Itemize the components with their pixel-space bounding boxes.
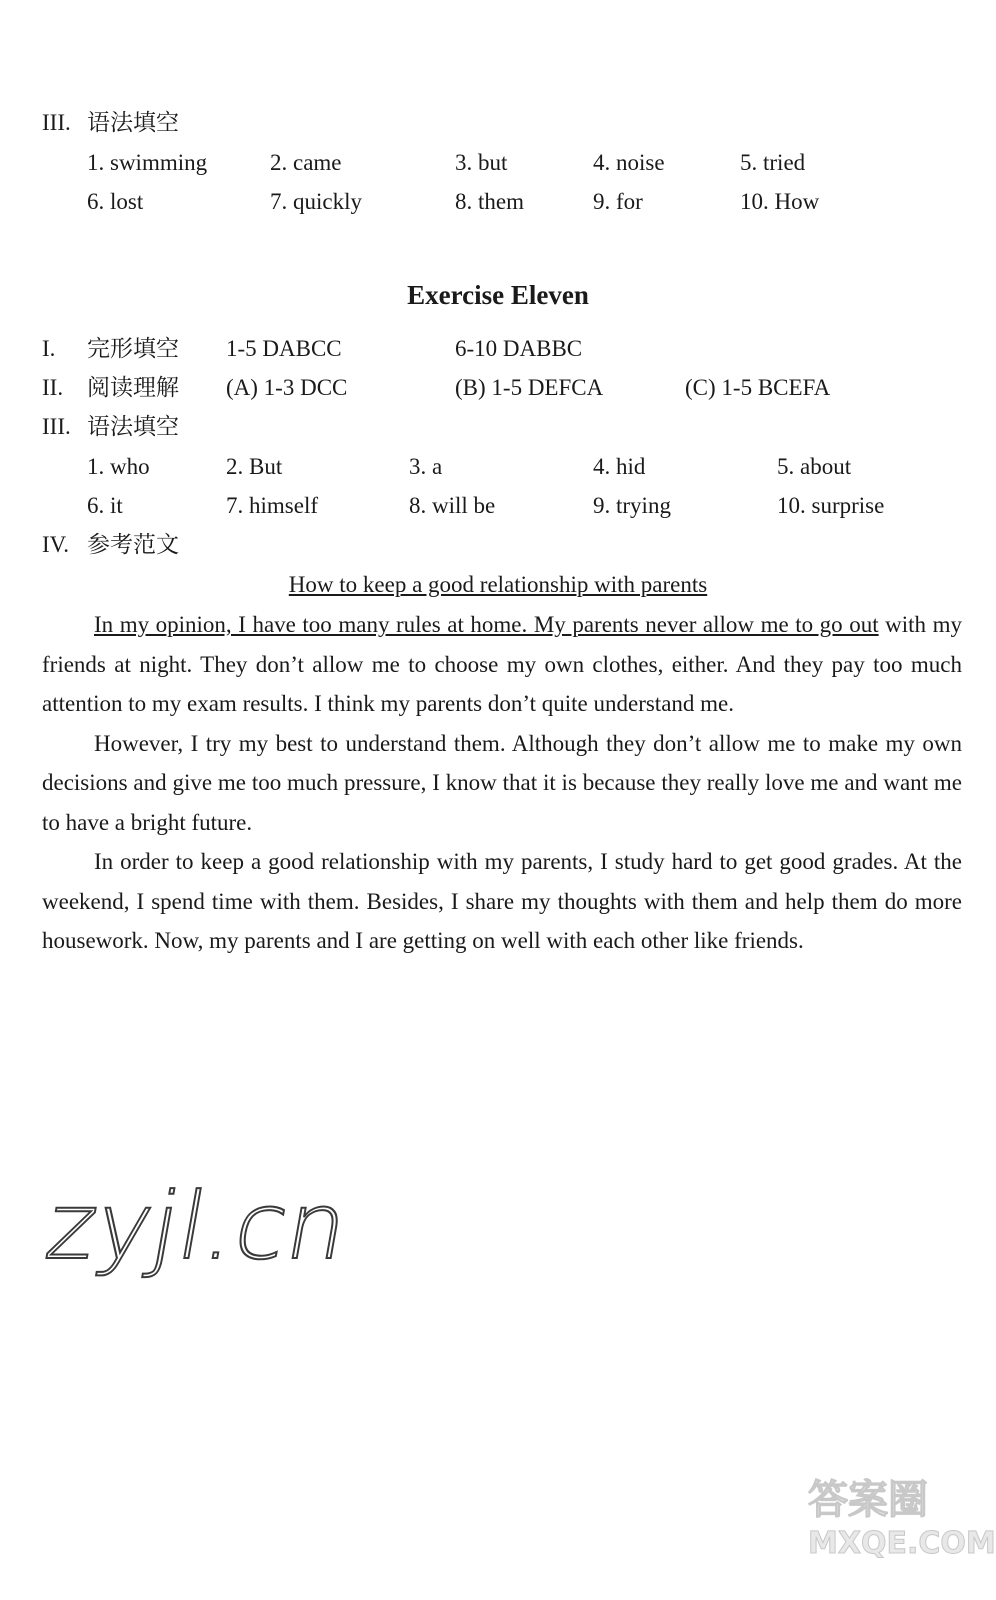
answer-item: 3. a — [409, 454, 443, 479]
answer-item: 6. it — [87, 493, 123, 518]
answer-item: 10. surprise — [777, 493, 885, 518]
part-number: IV. — [42, 532, 70, 557]
answer-item: 7. quickly — [270, 189, 362, 214]
answer-item: 2. came — [270, 150, 342, 175]
watermark-corner-url: MXQE.COM — [808, 1526, 996, 1561]
essay-body — [42, 605, 962, 961]
essay-paragraph: However, I try my best to understand them. Although they don’t allow me to make my own decisions and give me too much pressure, I know that it is because they really love me and want me to have a bright future. — [42, 730, 962, 835]
answer-item: 4. hid — [593, 454, 646, 479]
answer-item: 1. swimming — [87, 150, 208, 175]
part-heading: 语法填空 — [87, 414, 179, 439]
answer-item: 8. will be — [409, 493, 496, 518]
answer-item: 9. trying — [593, 493, 671, 518]
answer-item: 2. But — [226, 454, 283, 479]
answer-item: 5. tried — [740, 150, 806, 175]
answer-item: 4. noise — [593, 150, 665, 175]
answer-item: 7. himself — [226, 493, 318, 518]
answer-group: (C) 1-5 BCEFA — [685, 375, 831, 400]
part-number: II. — [42, 375, 64, 400]
section-heading: 语法填空 — [87, 110, 179, 135]
exercise-title: Exercise Eleven — [407, 280, 589, 310]
essay-paragraph: In order to keep a good relationship with my parents, I study hard to get good grades. At the weekend, I spend time with them. Besides, I share my thoughts with them and help them do more housework. Now, my parents and I are getting on well with each other like friends. — [42, 849, 962, 953]
answer-group: (B) 1-5 DEFCA — [455, 375, 604, 400]
essay-text: with my friends at night. They don’t allow me to choose my own clothes, either. And they pay too much attention to my exam results. I think my parents don’t quite understand me. — [42, 612, 962, 716]
section-number: III. — [42, 110, 71, 135]
answer-item: 3. but — [455, 150, 508, 175]
answer-item: 6. lost — [87, 189, 144, 214]
watermark-logo: zyjl.cn — [38, 1173, 357, 1280]
answer-item: 5. about — [777, 454, 852, 479]
part-number: III. — [42, 414, 71, 439]
answer-group: 6-10 DABBC — [455, 336, 583, 361]
part-heading: 阅读理解 — [87, 375, 179, 400]
essay-underlined-text: In my opinion, I have too many rules at home. My parents never allow me to go out — [94, 612, 879, 637]
part-heading: 完形填空 — [87, 336, 179, 361]
answer-item: 8. them — [455, 189, 524, 214]
essay-title: How to keep a good relationship with parents — [288, 572, 708, 597]
answer-group: 1-5 DABCC — [226, 336, 342, 361]
answer-item: 10. How — [740, 189, 820, 214]
watermark-corner: 答案圈 — [808, 1477, 928, 1523]
answer-item: 1. who — [87, 454, 150, 479]
answer-group: (A) 1-3 DCC — [226, 375, 348, 400]
part-heading: 参考范文 — [87, 532, 179, 557]
answer-item: 9. for — [593, 189, 643, 214]
part-number: I. — [42, 336, 56, 361]
essay-paragraph — [42, 605, 962, 724]
